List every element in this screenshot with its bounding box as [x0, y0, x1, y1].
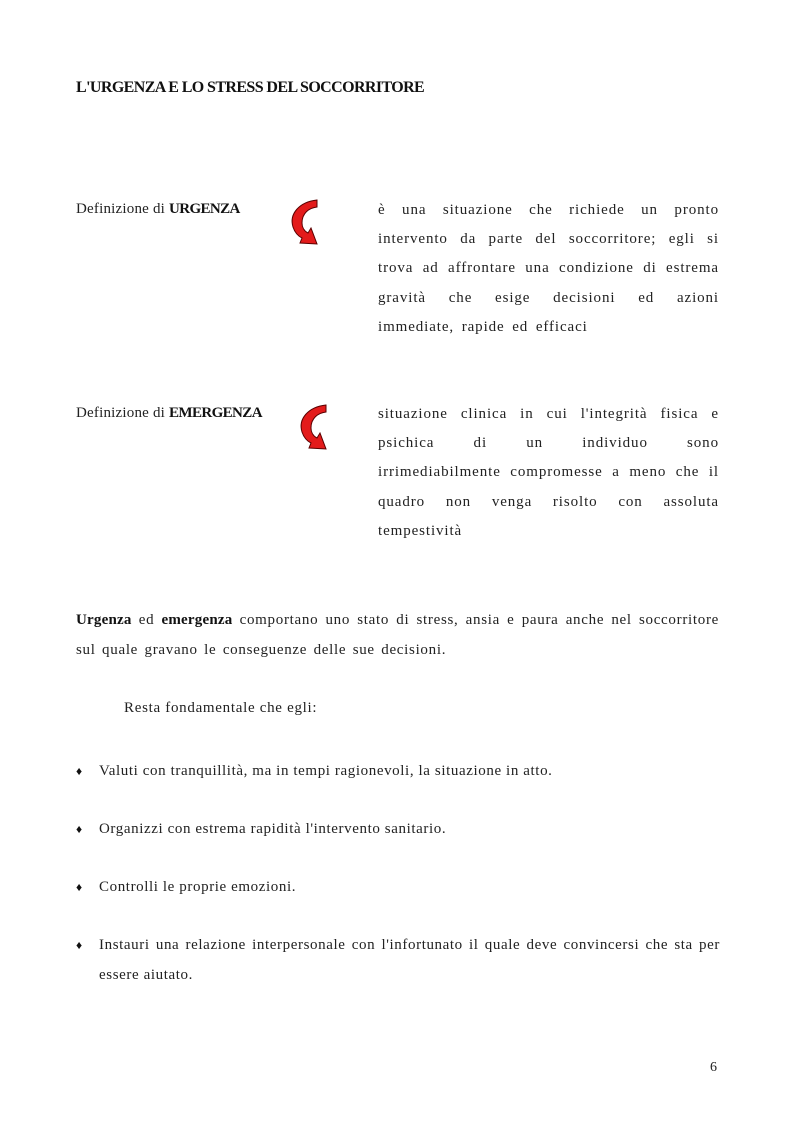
curved-red-arrow-icon [283, 198, 321, 250]
list-item-text: Organizzi con estrema rapidità l'intervento sanitario. [99, 821, 447, 837]
page-title: L'URGENZA E LO STRESS DEL SOCCORRITORE [76, 79, 425, 96]
diamond-bullet-icon: ♦ [76, 880, 83, 894]
list-item-text: Controlli le proprie emozioni. [99, 879, 297, 895]
definition-text-emergenza: situazione clinica in cui l'integrità fisica e psichica di un individuo sono irrimediabilmente compromesse a meno che il quadro non venga risolto con assoluta tempestività [378, 406, 719, 539]
term-emergenza: emergenza [161, 612, 233, 628]
list-intro: Resta fondamentale che egli: [124, 700, 318, 716]
diamond-bullet-icon: ♦ [76, 938, 83, 952]
definition-term: EMERGENZA [168, 405, 262, 421]
list-item [76, 814, 720, 844]
definition-label-urgenza [76, 201, 240, 218]
list-item [76, 872, 720, 902]
diamond-bullet-icon: ♦ [76, 822, 83, 836]
list-item-text: Valuti con tranquillità, ma in tempi ragionevoli, la situazione in atto. [99, 763, 553, 779]
list-item [76, 930, 720, 990]
paragraph-rest: comportano uno stato di stress, ansia e paura anche nel soccorritore sul quale gravano le conseguenze delle sue decisioni. [76, 612, 719, 658]
definition-prefix: Definizione di [76, 405, 169, 421]
definition-term: URGENZA [168, 201, 240, 217]
list-item [76, 756, 720, 786]
curved-red-arrow-icon [292, 403, 330, 455]
definition-text-urgenza: è una situazione che richiede un pronto intervento da parte del soccorritore; egli si trova ad affrontare una condizione di estrema gravità che esige decisioni ed azioni immediate, rapide ed efficaci [378, 202, 719, 335]
definition-label-emergenza [76, 405, 262, 422]
definition-prefix: Definizione di [76, 201, 169, 217]
list-item-text: Instauri una relazione interpersonale con l'infortunato il quale deve convincersi che sta per essere aiutato. [99, 937, 720, 983]
paragraph-connector: ed [131, 612, 162, 628]
body-paragraph [76, 606, 719, 665]
term-urgenza: Urgenza [76, 612, 132, 628]
page-number: 6 [710, 1060, 717, 1075]
diamond-bullet-icon: ♦ [76, 764, 83, 778]
